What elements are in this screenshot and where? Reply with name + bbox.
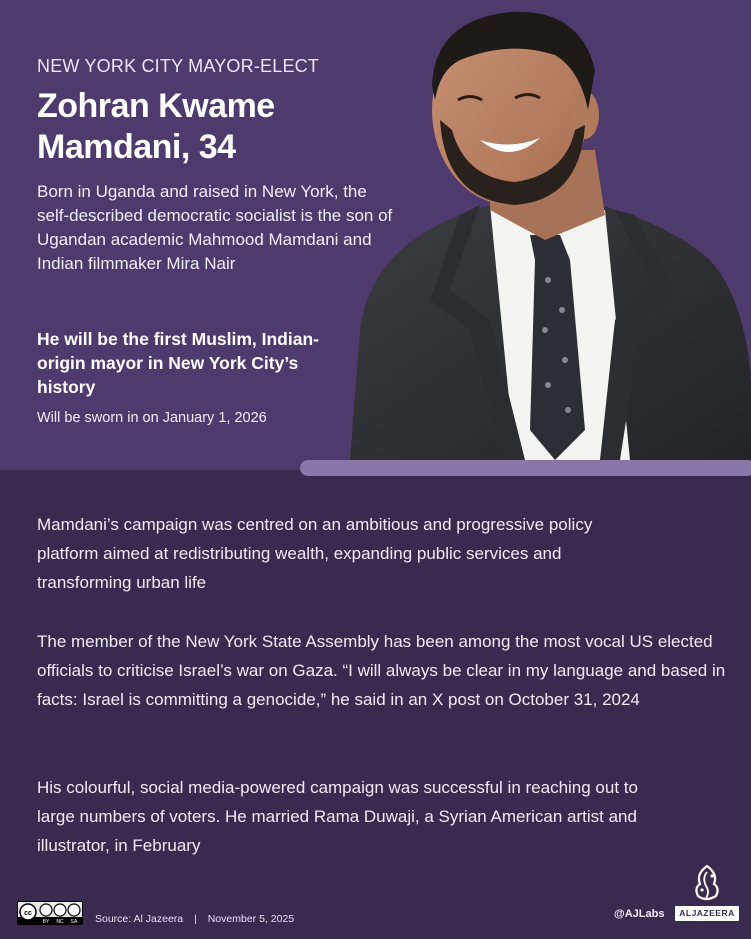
cc-by-label: BY <box>42 919 50 924</box>
source-text: Source: Al Jazeera <box>95 913 184 925</box>
cc-license-icon <box>18 902 82 924</box>
source-line <box>95 913 294 925</box>
cc-sa-label: SA <box>70 919 78 924</box>
creative-commons-badge <box>17 901 83 925</box>
al-jazeera-wordmark: ALJAZEERA <box>675 906 739 921</box>
cc-nc-label: NC <box>56 919 64 924</box>
paragraph-social-media: His colourful, social media-powered campaign was successful in reaching out to large numbers of voters. He married Rama Duwaji, a Syrian American artist and illustrator, in February <box>37 778 638 855</box>
person-name <box>37 86 337 168</box>
portrait-illustration <box>340 0 751 460</box>
sworn-in-text: Will be sworn in on January 1, 2026 <box>37 410 267 426</box>
name-line-1: Zohran Kwame <box>37 87 275 125</box>
ajlabs-handle: @AJLabs <box>614 908 665 920</box>
publish-date: November 5, 2025 <box>207 913 295 925</box>
kicker-label: NEW YORK CITY MAYOR-ELECT <box>37 56 320 76</box>
highlight-text: He will be the first Muslim, Indian-origin mayor in New York City’s history <box>37 329 319 397</box>
svg-text:cc: cc <box>24 910 32 917</box>
paragraph-gaza: The member of the New York State Assembly has been among the most vocal US elected officials to criticise Israel’s war on Gaza. “I will always be clear in my language and based in facts: Israel is committing a genocide,” he said in an X post on October 31, 2024 <box>37 632 726 709</box>
name-line-2: Mamdani, 34 <box>37 128 236 166</box>
bio-text: Born in Uganda and raised in New York, the self-described democratic socialist is the son of Ugandan academic Mahmood Mamdani and Indian filmmaker Mira Nair <box>37 182 393 273</box>
source-separator: | <box>194 913 197 925</box>
paragraph-campaign: Mamdani’s campaign was centred on an ambitious and progressive policy platform aimed at redistributing wealth, expanding public services and transforming urban life <box>37 515 593 592</box>
section-divider <box>300 460 751 476</box>
portrait-photo <box>340 0 751 460</box>
